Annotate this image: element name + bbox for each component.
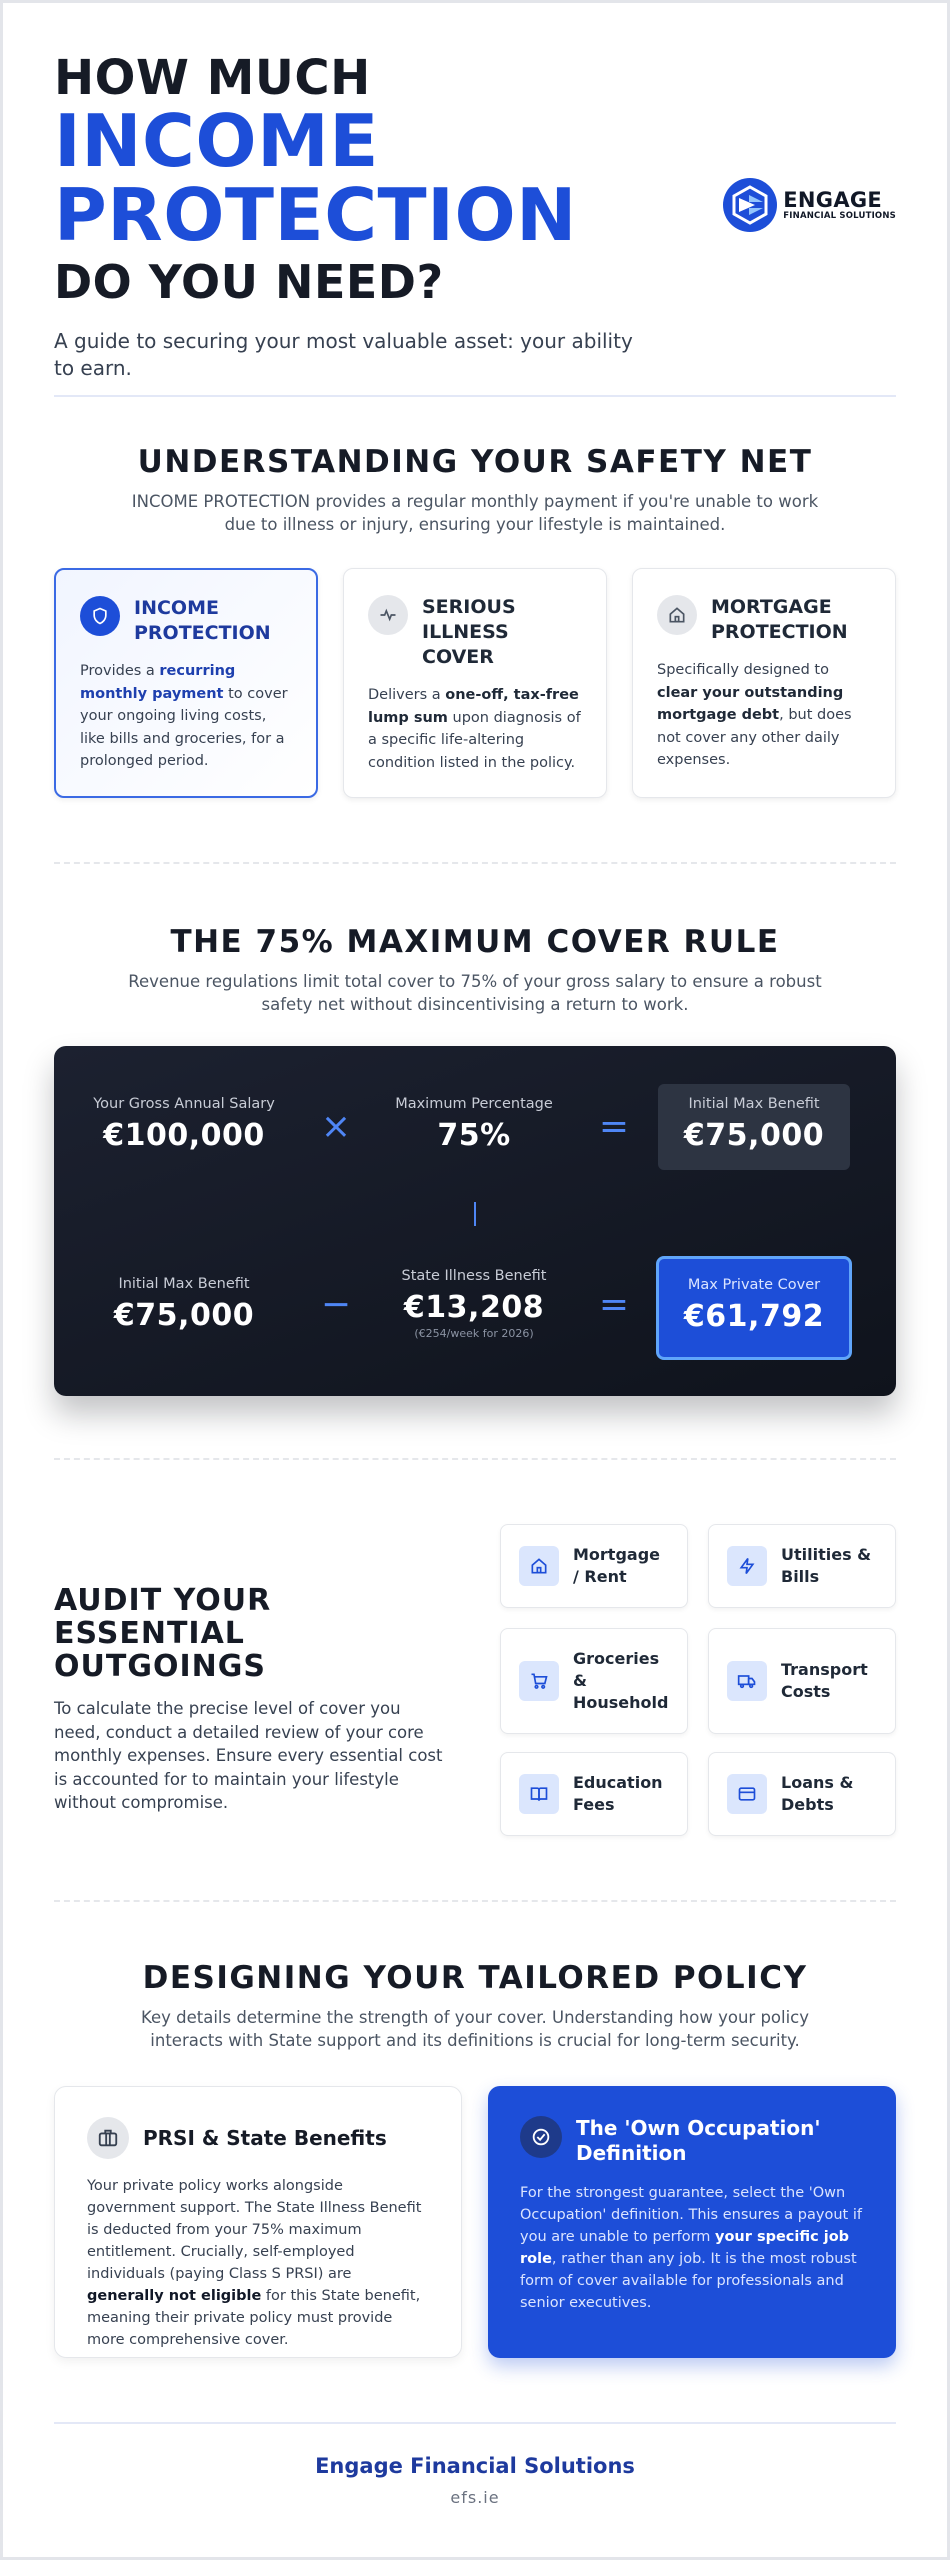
- engage-logo-icon: [723, 178, 777, 232]
- max-percentage: Maximum Percentage 75%: [395, 1096, 553, 1153]
- hero-line-3: PROTECTION: [54, 173, 577, 257]
- expense-tile: Transport Costs: [708, 1628, 896, 1734]
- expense-tile: Mortgage / Rent: [500, 1524, 688, 1608]
- expense-tile: Groceries & Household: [500, 1628, 688, 1734]
- cover-calculation-panel: [54, 1046, 896, 1396]
- logo-name: ENGAGE: [783, 188, 883, 212]
- card-serious-illness: [343, 568, 607, 798]
- footer-company: Engage Financial Solutions: [315, 2454, 635, 2478]
- safety-net-header: [54, 444, 896, 536]
- safety-net-title: UNDERSTANDING YOUR SAFETY NET: [137, 444, 813, 480]
- card-body: Provides a recurring monthly payment to cover your ongoing living costs, like bills and groceries, for a prolonged period.: [80, 663, 288, 769]
- policy-header: [54, 1960, 896, 2052]
- cover-types: [54, 568, 896, 798]
- cover-rule-title: THE 75% MAXIMUM COVER RULE: [170, 924, 780, 960]
- footer-site-link[interactable]: efs.ie: [450, 2488, 500, 2507]
- gross-salary: Your Gross Annual Salary €100,000: [93, 1096, 275, 1153]
- policy-title: DESIGNING YOUR TAILORED POLICY: [142, 1960, 808, 1996]
- safety-net-subtitle: INCOME PROTECTION provides a regular monthly payment if you're unable to work due to illness or injury, ensuring your lifestyle is maintained.: [131, 492, 819, 534]
- audit-text: To calculate the precise level of cover you need, conduct a detailed review of your core monthly expenses. Ensure every essential cost is accounted for to maintain your lifestyle without compromise.: [54, 1699, 443, 1812]
- hero: [54, 50, 896, 380]
- card-title: The 'Own Occupation' Definition: [576, 2116, 821, 2165]
- divider: [54, 395, 896, 397]
- cover-rule-subtitle: Revenue regulations limit total cover to 75% of your gross salary to ensure a robust safety net without disincentivising a return to work.: [128, 972, 822, 1014]
- home-icon: [657, 595, 697, 635]
- card-own-occupation: [488, 2086, 896, 2358]
- card-prsi-state-benefits: [54, 2086, 462, 2358]
- cart-icon: [519, 1661, 559, 1701]
- card-mortgage-protection: [632, 568, 896, 798]
- card-income-protection: [54, 568, 318, 798]
- expense-tile: Loans & Debts: [708, 1752, 896, 1836]
- divider: [54, 1900, 896, 1902]
- logo-tagline: FINANCIAL SOLUTIONS: [783, 211, 896, 221]
- hero-subtitle: A guide to securing your most valuable asset: your ability to earn.: [54, 329, 633, 380]
- footer: [0, 2454, 950, 2507]
- card-title: PRSI & State Benefits: [143, 2125, 387, 2150]
- book-icon: [519, 1774, 559, 1814]
- hero-line-2: INCOME: [54, 99, 379, 183]
- card-body: Your private policy works alongside government support. The State Illness Benefit is deducted from your 75% maximum entitlement. Crucially, self-employed individuals (paying Class S PRSI) are generally not eligible for this State benefit, meaning their private policy must provide more comprehensive cover.: [87, 2178, 422, 2348]
- minus-operator: −: [320, 1284, 352, 1325]
- initial-max-benefit: Initial Max Benefit €75,000: [113, 1276, 255, 1333]
- check-badge-icon: [520, 2116, 562, 2158]
- divider: [54, 1458, 896, 1460]
- state-illness-benefit: State Illness Benefit €13,208 (€254/week for 2026): [401, 1268, 547, 1340]
- briefcase-icon: [87, 2117, 129, 2159]
- policy-subtitle: Key details determine the strength of your cover. Understanding how your policy interacts with State support and its definitions is crucial for long-term security.: [140, 2008, 810, 2050]
- card-body: For the strongest guarantee, select the 'Own Occupation' definition. This ensures a payout if you are unable to perform your specific job role, rather than any job. It is the most robust form of cover available for professionals and senior executives.: [520, 2185, 862, 2311]
- pulse-icon: [368, 595, 408, 635]
- credit-card-icon: [727, 1774, 767, 1814]
- divider: [54, 862, 896, 864]
- equals-operator: =: [598, 1284, 630, 1325]
- hero-line-4: DO YOU NEED?: [54, 255, 444, 309]
- max-private-cover-box: Max Private Cover €61,792: [656, 1256, 852, 1360]
- cover-rule-header: [54, 924, 896, 1016]
- lightning-icon: [727, 1546, 767, 1586]
- flow-connector: [474, 1202, 476, 1226]
- hero-line-1: HOW MUCH: [54, 50, 371, 106]
- divider: [54, 2422, 896, 2424]
- expense-tile: Education Fees: [500, 1752, 688, 1836]
- multiply-operator: ×: [320, 1106, 352, 1147]
- equals-operator: =: [598, 1106, 630, 1147]
- card-title: INCOME PROTECTION: [134, 597, 271, 644]
- card-title: SERIOUS ILLNESS COVER: [422, 596, 516, 668]
- audit-section: [54, 1584, 454, 1815]
- brand-logo: [723, 178, 896, 232]
- shield-icon: [80, 596, 120, 636]
- home-icon: [519, 1546, 559, 1586]
- audit-title: AUDIT YOUR ESSENTIAL OUTGOINGS: [54, 1583, 272, 1684]
- card-body: Delivers a one-off, tax-free lump sum upon diagnosis of a specific life-altering condition listed in the policy.: [368, 687, 581, 771]
- card-title: MORTGAGE PROTECTION: [711, 596, 848, 643]
- card-body: Specifically designed to clear your outstanding mortgage debt, but does not cover any other daily expenses.: [657, 662, 852, 768]
- truck-icon: [727, 1661, 767, 1701]
- expense-tile: Utilities & Bills: [708, 1524, 896, 1608]
- initial-max-benefit-box: Initial Max Benefit €75,000: [658, 1084, 850, 1170]
